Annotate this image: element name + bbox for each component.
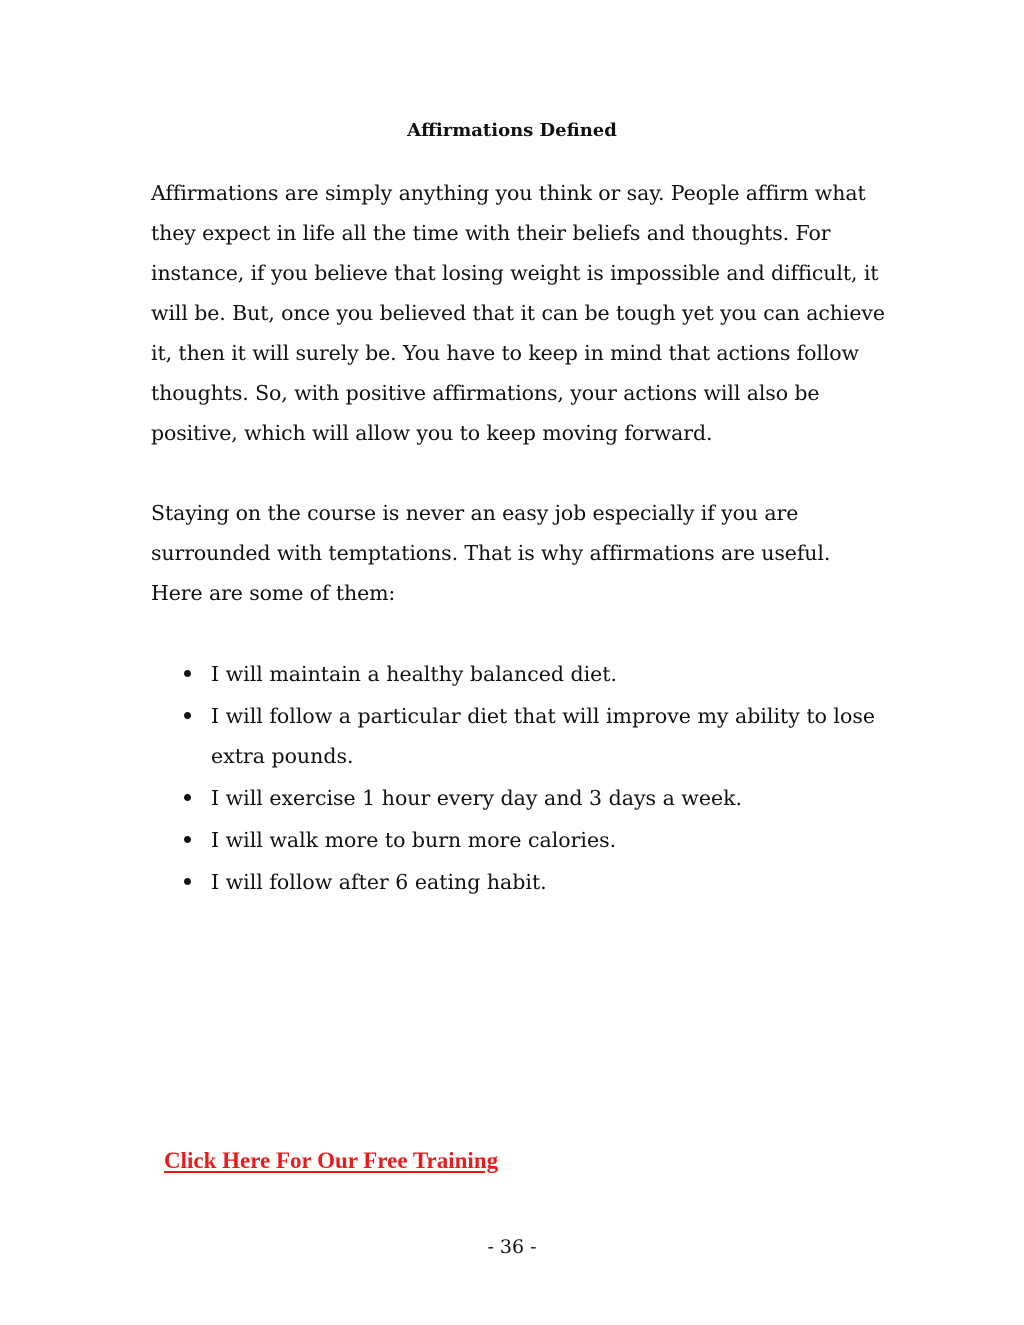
section-title: Affirmations Defined [407,120,617,141]
paragraph-line: Here are some of them: [151,581,396,605]
bullet-icon [184,794,191,801]
bullet-icon [184,670,191,677]
paragraph-line: it, then it will surely be. You have to keep in mind that actions follow [151,341,859,365]
list-item-text: I will exercise 1 hour every day and 3 days a week. [211,786,743,810]
paragraph-line: they expect in life all the time with their beliefs and thoughts. For [151,221,831,245]
list-item [0,778,1024,818]
page-number: - 36 - [487,1236,537,1258]
paragraph-line: Affirmations are simply anything you think or say. People affirm what [151,181,866,205]
list-item [0,654,1024,694]
list-item [0,862,1024,902]
affirmations-list [0,654,1024,904]
paragraph-staying-on-course [151,493,881,613]
paragraph-line: instance, if you believe that losing weight is impossible and difficult, it [151,261,879,285]
list-item-text: extra pounds. [211,744,354,768]
list-item-text: I will walk more to burn more calories. [211,828,617,852]
bullet-icon [184,836,191,843]
paragraph-line: positive, which will allow you to keep moving forward. [151,421,713,445]
list-item [0,820,1024,860]
bullet-icon [184,712,191,719]
paragraph-line: Staying on the course is never an easy job especially if you are [151,501,799,525]
paragraph-line: thoughts. So, with positive affirmations, your actions will also be [151,381,820,405]
free-training-link[interactable]: Click Here For Our Free Training [164,1148,499,1173]
bullet-icon [184,878,191,885]
paragraph-line: will be. But, once you believed that it can be tough yet you can achieve [151,301,885,325]
paragraph-line: surrounded with temptations. That is why affirmations are useful. [151,541,831,565]
list-item-text: I will follow a particular diet that will improve my ability to lose [211,704,875,728]
list-item-text: I will maintain a healthy balanced diet. [211,662,618,686]
list-item [0,696,1024,776]
list-item-text: I will follow after 6 eating habit. [211,870,547,894]
paragraph-intro [151,173,885,453]
